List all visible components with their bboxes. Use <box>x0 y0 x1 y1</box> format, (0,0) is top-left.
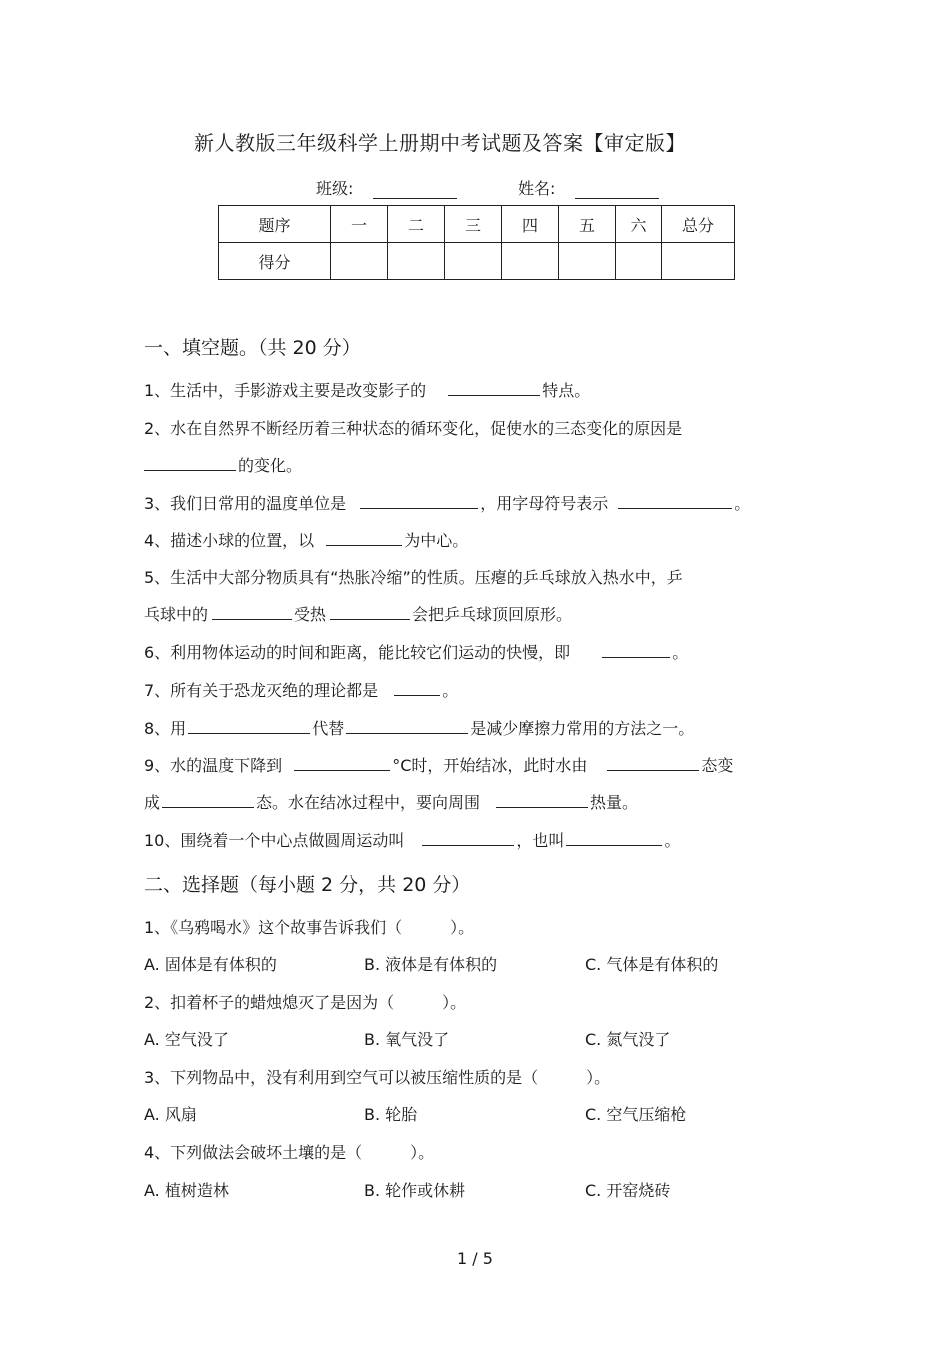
mc-option[interactable]: C. 空气压缩枪 <box>585 1105 687 1124</box>
question-text: 是减少摩擦力常用的方法之一。 <box>470 719 695 738</box>
score-input-cell[interactable] <box>662 243 735 280</box>
mc-option[interactable]: A. 固体是有体积的 <box>144 955 277 974</box>
answer-blank[interactable] <box>602 642 670 658</box>
mc-option[interactable]: A. 风扇 <box>144 1105 197 1124</box>
question-text: 。 <box>734 494 751 513</box>
class-blank <box>373 182 457 199</box>
question-6 <box>144 640 688 663</box>
question-text: 。 <box>442 681 459 700</box>
answer-blank[interactable] <box>326 530 402 546</box>
answer-blank[interactable] <box>618 493 732 509</box>
score-table-header-row <box>219 206 735 243</box>
answer-blank[interactable] <box>360 493 478 509</box>
question-5 <box>144 565 683 588</box>
question-10 <box>144 828 680 851</box>
mc-option[interactable]: B. 液体是有体积的 <box>364 955 498 974</box>
question-8 <box>144 716 694 739</box>
question-text: 2、水在自然界不断经历着三种状态的循环变化，促使水的三态变化的原因是 <box>144 419 683 438</box>
answer-blank[interactable] <box>162 792 254 808</box>
score-input-cell[interactable] <box>331 243 388 280</box>
mc-question-stem: 2、扣着杯子的蜡烛熄灭了是因为（ ）。 <box>144 993 467 1012</box>
class-field <box>316 176 457 199</box>
question-text: 受热 <box>294 605 327 624</box>
table-cell: 五 <box>559 206 616 243</box>
table-cell: 总分 <box>662 206 735 243</box>
score-table <box>218 205 735 280</box>
table-cell: 四 <box>502 206 559 243</box>
table-cell: 题序 <box>219 206 331 243</box>
answer-blank[interactable] <box>212 604 292 620</box>
answer-blank[interactable] <box>346 718 468 734</box>
score-input-cell[interactable] <box>559 243 616 280</box>
mc-option[interactable]: B. 氧气没了 <box>364 1030 450 1049</box>
question-text: 10、围绕着一个中心点做圆周运动叫 <box>144 831 405 850</box>
question-text: 态。水在结冰过程中，要向周围 <box>256 793 481 812</box>
score-input-cell[interactable] <box>616 243 662 280</box>
mc-question-stem: 1、《乌鸦喝水》这个故事告诉我们（ ）。 <box>144 918 475 937</box>
answer-blank[interactable] <box>422 830 514 846</box>
question-text: ，也叫 <box>516 831 565 850</box>
page-number: 1 / 5 <box>457 1249 493 1268</box>
question-text: 5、生活中大部分物质具有“热胀冷缩”的性质。压瘪的乒乓球放入热水中，乒 <box>144 568 683 587</box>
question-9-cont <box>144 790 638 813</box>
mc-option[interactable]: B. 轮作或休耕 <box>364 1181 466 1200</box>
question-4 <box>144 528 468 551</box>
question-text: °C时，开始结冰，此时水由 <box>392 756 588 775</box>
table-cell: 得分 <box>219 243 331 280</box>
question-3 <box>144 491 750 514</box>
answer-blank[interactable] <box>566 830 662 846</box>
question-7 <box>144 678 458 701</box>
mc-option[interactable]: B. 轮胎 <box>364 1105 418 1124</box>
name-blank <box>575 182 659 199</box>
question-text: 态变 <box>701 756 734 775</box>
score-table-score-row <box>219 243 735 280</box>
answer-blank[interactable] <box>144 455 236 471</box>
question-text: 热量。 <box>590 793 639 812</box>
question-text: 乓球中的 <box>144 605 209 624</box>
question-text: 特点。 <box>542 381 591 400</box>
question-text: 3、我们日常用的温度单位是 <box>144 494 347 513</box>
question-2-cont <box>144 453 302 476</box>
question-text: 代替 <box>312 719 345 738</box>
name-field <box>518 176 659 199</box>
question-text: 的变化。 <box>238 456 303 475</box>
question-1 <box>144 378 590 401</box>
question-text: 1、生活中，手影游戏主要是改变影子的 <box>144 381 427 400</box>
table-cell: 一 <box>331 206 388 243</box>
section-heading: 二、选择题（每小题 2 分，共 20 分） <box>144 874 471 896</box>
question-9 <box>144 753 733 776</box>
score-input-cell[interactable] <box>502 243 559 280</box>
question-2 <box>144 416 682 439</box>
mc-option[interactable]: A. 空气没了 <box>144 1030 229 1049</box>
table-cell: 三 <box>445 206 502 243</box>
answer-blank[interactable] <box>294 755 390 771</box>
name-label: 姓名: <box>518 179 556 198</box>
question-text: 为中心。 <box>404 531 469 550</box>
question-text: 会把乒乓球顶回原形。 <box>412 605 573 624</box>
question-text: 。 <box>672 643 689 662</box>
page-title: 新人教版三年级科学上册期中考试题及答案【审定版】 <box>194 131 686 155</box>
question-5-cont <box>144 602 572 625</box>
question-text: 7、所有关于恐龙灭绝的理论都是 <box>144 681 379 700</box>
answer-blank[interactable] <box>496 792 588 808</box>
mc-option[interactable]: C. 氮气没了 <box>585 1030 671 1049</box>
mc-option[interactable]: C. 气体是有体积的 <box>585 955 719 974</box>
question-text: 成 <box>144 793 161 812</box>
table-cell: 二 <box>388 206 445 243</box>
answer-blank[interactable] <box>607 755 699 771</box>
question-text: 6、利用物体运动的时间和距离，能比较它们运动的快慢，即 <box>144 643 571 662</box>
mc-option[interactable]: C. 开窑烧砖 <box>585 1181 671 1200</box>
question-text: 9、水的温度下降到 <box>144 756 283 775</box>
question-text: 8、用 <box>144 719 187 738</box>
mc-question-stem: 4、下列做法会破坏土壤的是（ ）。 <box>144 1143 435 1162</box>
table-cell: 六 <box>616 206 662 243</box>
question-text: 。 <box>664 831 681 850</box>
mc-option[interactable]: A. 植树造林 <box>144 1181 229 1200</box>
answer-blank[interactable] <box>448 380 540 396</box>
mc-question-stem: 3、下列物品中，没有利用到空气可以被压缩性质的是（ ）。 <box>144 1068 611 1087</box>
section-heading: 一、填空题。（共 20 分） <box>144 337 361 359</box>
answer-blank[interactable] <box>330 604 410 620</box>
score-input-cell[interactable] <box>445 243 502 280</box>
score-input-cell[interactable] <box>388 243 445 280</box>
question-text: 4、描述小球的位置，以 <box>144 531 315 550</box>
answer-blank[interactable] <box>188 718 310 734</box>
answer-blank[interactable] <box>394 680 440 696</box>
question-text: ，用字母符号表示 <box>480 494 609 513</box>
class-label: 班级: <box>316 179 354 198</box>
